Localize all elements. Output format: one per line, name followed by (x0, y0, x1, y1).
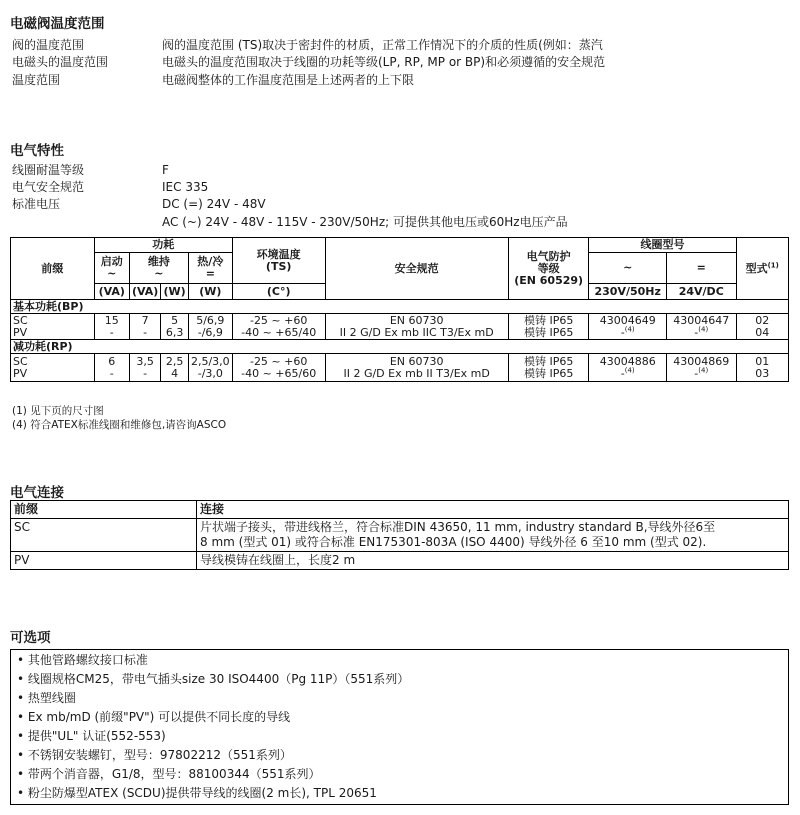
conn-connection-line1: 片状端子接头，带进线格兰，符合标准DIN 43650, 11 mm, industry standard B,导线外径6至 (200, 520, 716, 534)
option-text: 粉尘防爆型ATEX (SCDU)提供带导线的线圈(2 m长), TPL 20651 (27, 786, 377, 800)
header-start-ac: ~ (107, 267, 117, 280)
cell-ambient (232, 314, 325, 340)
cell-safety (325, 314, 508, 340)
spec-table (10, 237, 789, 382)
prefix-pv: PV (13, 366, 28, 380)
table-row (11, 314, 789, 340)
value-safety-sc: EN 60730 (389, 313, 444, 327)
list-item: • 不锈钢安装螺钉，型号：97802212（551系列） (17, 748, 292, 762)
value-hotcold-sc: 5/6,9 (196, 313, 225, 327)
conn-connection (197, 519, 789, 552)
value-protection-pv: 模铸 IP65 (523, 325, 574, 339)
cell-coil-dc (667, 314, 737, 340)
value-hold-w-pv: 4 (171, 366, 179, 380)
header-hold (129, 253, 188, 284)
value-coil-dc-sc: 43004647 (673, 313, 730, 327)
option-text: Ex mb/mD (前缀"PV") 可以提供不同长度的导线 (27, 710, 291, 724)
cell-hotcold (188, 314, 232, 340)
value-protection-pv: 模铸 IP65 (523, 366, 574, 380)
prefix-sc: SC (13, 313, 28, 327)
footnote: (4) 符合ATEX标准线圈和维修包,请咨询ASCO (12, 419, 227, 431)
header-protection (508, 238, 589, 300)
temp-section-title: 电磁阀温度范围 (10, 16, 105, 32)
footnote: (1) 见下页的尺寸图 (12, 405, 104, 417)
temp-row-key: 电磁头的温度范围 (12, 55, 109, 69)
cell-start (94, 314, 129, 340)
conn-header-connection: 连接 (197, 501, 789, 519)
value-coil-dc-pv (669, 365, 734, 380)
header-prefix: 前缀 (11, 238, 95, 300)
header-coil: 线圈型号 (589, 238, 736, 253)
footnote-marker: (4) (698, 324, 709, 333)
value-coil-ac-sc: 43004649 (599, 313, 656, 327)
header-type-label: 型式 (745, 261, 768, 275)
temp-row-key: 温度范围 (12, 73, 61, 87)
cell-ambient (232, 354, 325, 382)
header-power: 功耗 (94, 238, 232, 253)
value-ambient-sc: -25 ~ +60 (249, 354, 308, 368)
cell-prefix (11, 314, 95, 340)
table-row (11, 354, 789, 382)
header-type (736, 238, 789, 300)
list-item: • 带两个消音器，G1/8，型号：88100344（551系列） (17, 767, 321, 781)
option-text: 带两个消音器，G1/8，型号：88100344（551系列） (27, 767, 321, 781)
options-section-title: 可选项 (10, 630, 51, 646)
unit-ac: 230V/50Hz (589, 284, 667, 300)
value-hold-va-sc: 7 (141, 313, 149, 327)
value-coil-ac-pv-text: - (620, 325, 625, 339)
value-safety-pv: II 2 G/D Ex mb IIC T3/Ex mD (339, 325, 494, 339)
list-item: • 线圈规格CM25，带电气插头size 30 ISO4400（Pg 11P）（551系列） (17, 672, 410, 686)
cell-prefix (11, 354, 95, 382)
option-text: 热塑线圈 (27, 691, 76, 705)
unit-celsius: (C°) (232, 284, 325, 300)
header-ambient (232, 238, 325, 284)
cell-type (736, 354, 789, 382)
elec-row-key: 电气安全规范 (12, 180, 85, 194)
value-safety-pv: II 2 G/D Ex mb II T3/Ex mD (343, 366, 490, 380)
cell-hold-w (161, 354, 188, 382)
header-hotcold-dc: = (205, 267, 215, 280)
cell-hold-va (129, 314, 161, 340)
value-ambient-pv: -40 ~ +65/40 (241, 325, 317, 339)
value-start-sc: 6 (108, 354, 116, 368)
cell-hold-va (129, 354, 161, 382)
header-coil-dc: = (667, 253, 737, 284)
header-start (94, 253, 129, 284)
value-start-sc: 15 (104, 313, 119, 327)
header-hold-label: 维持 (147, 255, 170, 268)
group-title: 减功耗(RP) (11, 340, 789, 354)
elec-row-value: F (162, 163, 169, 177)
cell-coil-ac (589, 314, 667, 340)
conn-prefix: PV (11, 552, 197, 570)
value-coil-dc-sc: 43004869 (673, 354, 730, 368)
value-type-sc: 01 (755, 354, 770, 368)
header-protection-line2: 等级 (537, 261, 560, 275)
unit-w: (W) (188, 284, 232, 300)
value-protection-sc: 模铸 IP65 (523, 313, 574, 327)
value-hold-w-sc: 5 (171, 313, 179, 327)
value-hotcold-sc: 2,5/3,0 (190, 354, 230, 368)
value-coil-ac-pv-text: - (620, 366, 625, 380)
options-list (10, 649, 789, 805)
elec-row-value: AC (~) 24V - 48V - 115V - 230V/50Hz; 可提供其他电压或60Hz电压产品 (162, 215, 568, 229)
value-type-pv: 03 (755, 366, 770, 380)
value-hotcold-pv: -/3,0 (197, 366, 223, 380)
option-text: 不锈钢安装螺钉，型号：97802212（551系列） (27, 748, 292, 762)
value-ambient-sc: -25 ~ +60 (249, 313, 308, 327)
value-start-pv: - (109, 366, 114, 380)
temp-row-value: 电磁阀整体的工作温度范围是上述两者的上下限 (162, 73, 415, 87)
elec-row-value: IEC 335 (162, 180, 209, 194)
cell-hold-w (161, 314, 188, 340)
cell-safety (325, 354, 508, 382)
temp-row-key: 阀的温度范围 (12, 38, 85, 52)
option-text: 其他管路螺纹接口标准 (27, 653, 148, 667)
value-start-pv: - (109, 325, 114, 339)
value-coil-dc-pv (669, 324, 734, 339)
table-row (11, 519, 789, 552)
option-text: 提供"UL" 认证(552-553) (27, 729, 166, 743)
temp-row-value: 阀的温度范围 (TS)取决于密封件的材质，正常工作情况下的介质的性质(例如：蒸汽 (162, 38, 603, 52)
header-protection-line1: 电气防护 (526, 249, 571, 263)
elec-row-key: 线圈耐温等级 (12, 163, 85, 177)
value-coil-dc-pv-text: - (694, 366, 699, 380)
conn-connection-line2: 8 mm (型式 01) 或符合标准 EN175301-803A (ISO 4400) 导线外径 6 至10 mm (型式 02). (200, 535, 707, 549)
header-hotcold-label: 热/冷 (197, 255, 224, 268)
unit-va: (VA) (129, 284, 161, 300)
cell-protection (508, 314, 589, 340)
value-hold-va-pv: - (143, 366, 148, 380)
conn-section-title: 电气连接 (10, 485, 64, 501)
value-protection-sc: 模铸 IP65 (523, 354, 574, 368)
footnote-marker: (4) (698, 365, 709, 374)
value-hold-w-sc: 2,5 (165, 354, 184, 368)
cell-type (736, 314, 789, 340)
value-type-pv: 04 (755, 325, 770, 339)
header-ambient-line2: (TS) (265, 259, 292, 273)
value-type-sc: 02 (755, 313, 770, 327)
value-hold-va-pv: - (143, 325, 148, 339)
header-start-label: 启动 (100, 255, 123, 268)
value-coil-ac-sc: 43004886 (599, 354, 656, 368)
cell-hotcold (188, 354, 232, 382)
option-text: 线圈规格CM25，带电气插头size 30 ISO4400（Pg 11P）（551系列） (27, 672, 410, 686)
unit-w: (W) (161, 284, 188, 300)
group-title: 基本功耗(BP) (11, 300, 789, 314)
unit-va: (VA) (94, 284, 129, 300)
footnote-marker: (4) (624, 324, 635, 333)
list-item: • Ex mb/mD (前缀"PV") 可以提供不同长度的导线 (17, 710, 291, 724)
conn-prefix: SC (11, 519, 197, 552)
cell-protection (508, 354, 589, 382)
connection-table (10, 500, 789, 570)
value-hold-va-sc: 3,5 (136, 354, 154, 368)
list-item: • 提供"UL" 认证(552-553) (17, 729, 166, 743)
value-safety-sc: EN 60730 (389, 354, 444, 368)
temp-row-value: 电磁头的温度范围取决于线圈的功耗等级(LP, RP, MP or BP)和必须遵循的安全规范 (162, 55, 606, 69)
header-coil-ac: ~ (589, 253, 667, 284)
prefix-pv: PV (13, 325, 28, 339)
conn-header-prefix: 前缀 (11, 501, 197, 519)
prefix-sc: SC (13, 354, 28, 368)
value-hold-w-pv: 6,3 (165, 325, 184, 339)
cell-coil-dc (667, 354, 737, 382)
elec-row-key: 标准电压 (12, 197, 61, 211)
elec-row-value: DC (=) 24V - 48V (162, 197, 266, 211)
list-item: • 粉尘防爆型ATEX (SCDU)提供带导线的线圈(2 m长), TPL 20651 (17, 786, 377, 800)
header-hold-ac: ~ (154, 267, 164, 280)
header-type-footnote: (1) (767, 260, 779, 269)
header-protection-line3: (EN 60529) (514, 273, 584, 287)
header-safety: 安全规范 (325, 238, 508, 300)
table-row (11, 552, 789, 570)
header-hotcold (188, 253, 232, 284)
conn-connection: 导线模铸在线圈上，长度2 m (197, 552, 789, 570)
list-item: • 热塑线圈 (17, 691, 76, 705)
value-hotcold-pv: -/6,9 (197, 325, 223, 339)
value-ambient-pv: -40 ~ +65/60 (241, 366, 317, 380)
value-coil-ac-pv (591, 324, 664, 339)
value-coil-dc-pv-text: - (694, 325, 699, 339)
footnote-marker: (4) (624, 365, 635, 374)
header-ambient-line1: 环境温度 (256, 247, 301, 261)
list-item: • 其他管路螺纹接口标准 (17, 653, 148, 667)
cell-start (94, 354, 129, 382)
unit-dc: 24V/DC (667, 284, 737, 300)
value-coil-ac-pv (591, 365, 664, 380)
cell-coil-ac (589, 354, 667, 382)
elec-section-title: 电气特性 (10, 143, 64, 159)
